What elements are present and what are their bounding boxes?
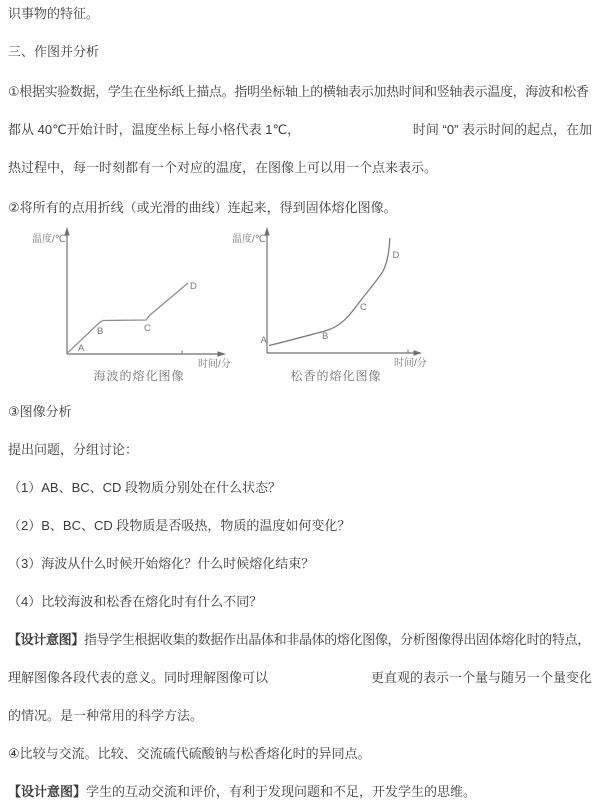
haibo-point-b-label: B bbox=[97, 326, 104, 337]
songxiang-chart-caption: 松香的熔化图像 bbox=[290, 369, 382, 383]
design-intent-2-label: 【设计意图】 bbox=[8, 784, 87, 799]
question-4: （4）比较海波和松香在熔化时有什么不同？ bbox=[8, 594, 263, 609]
question-3: （3）海波从什么时候开始熔化？什么时候熔化结束？ bbox=[8, 556, 315, 571]
section-title: 三、作图并分析 bbox=[8, 44, 100, 59]
haibo-point-c-label: C bbox=[144, 323, 151, 334]
songxiang-x-axis-arrow-icon bbox=[414, 350, 423, 356]
step4-line: ④比较与交流。比较、交流硫代硫酸钠与松香熔化时的异同点。 bbox=[8, 746, 371, 761]
question-1: （1）AB、BC、CD 段物质分别处在什么状态？ bbox=[8, 480, 282, 495]
step1-line3: 热过程中，每一时刻都有一个对应的温度，在图像上可以用一个点来表示。 bbox=[8, 160, 438, 175]
question-2: （2）B、BC、CD 段物质是否吸热，物质的温度如何变化？ bbox=[8, 518, 351, 533]
haibo-point-a-label: A bbox=[78, 343, 85, 354]
step2-line: ②将所有的点用折线（或光滑的曲线）连起来，得到固体熔化图像。 bbox=[8, 200, 397, 215]
design-intent-2-text: 学生的互动交流和评价，有利于发现问题和不足，开发学生的思维。 bbox=[86, 784, 477, 799]
design-intent-1-line3: 的情况。是一种常用的科学方法。 bbox=[8, 708, 204, 723]
design-intent-1-label: 【设计意图】 bbox=[8, 632, 84, 647]
songxiang-melting-chart bbox=[226, 226, 436, 386]
step1-line1: ①根据实验数据，学生在坐标纸上描点。指明坐标轴上的横轴表示加热时间和竖轴表示温度，海波和松香 bbox=[8, 84, 589, 99]
haibo-melting-chart bbox=[28, 226, 238, 386]
songxiang-point-b-label: B bbox=[322, 331, 329, 342]
design-intent-1-line2 bbox=[8, 670, 592, 686]
design-intent-2-line bbox=[8, 784, 476, 800]
haibo-y-axis-label: 温度/℃ bbox=[31, 234, 66, 245]
design-intent-1-line1 bbox=[8, 632, 590, 648]
songxiang-melting-curve bbox=[269, 238, 390, 346]
step1-line2 bbox=[8, 122, 592, 138]
step1-line2-right: 时间 “0” 表示时间的起点，在加 bbox=[412, 122, 592, 137]
step3-title: ③图像分析 bbox=[8, 404, 72, 419]
haibo-chart-caption: 海波的熔化图像 bbox=[93, 369, 185, 383]
discussion-intro: 提出问题，分组讨论： bbox=[8, 442, 139, 457]
step1-line2-left: 都从 40℃开始计时，温度坐标上每小格代表 1℃， bbox=[8, 122, 301, 137]
intro-fragment: 识事物的特征。 bbox=[8, 6, 100, 21]
haibo-point-d-label: D bbox=[190, 281, 197, 292]
design-intent-1-line1-rest: 指导学生根据收集的数据作出晶体和非晶体的熔化图像，分析图像得出固体熔化时的特点， bbox=[83, 632, 590, 647]
songxiang-point-c-label: C bbox=[360, 302, 367, 313]
haibo-x-axis-label: 时间/分 bbox=[198, 359, 231, 370]
songxiang-x-axis-label: 时间/分 bbox=[394, 358, 427, 369]
songxiang-y-axis-label: 温度/℃ bbox=[231, 234, 266, 245]
songxiang-point-a-label: A bbox=[260, 335, 267, 346]
haibo-melting-curve bbox=[68, 283, 188, 353]
haibo-x-axis-arrow-icon bbox=[218, 351, 227, 357]
design-intent-1-line2-left: 理解图像各段代表的意义。同时理解图像可以 bbox=[8, 670, 269, 685]
songxiang-point-d-label: D bbox=[392, 250, 400, 261]
design-intent-1-line2-right: 更直观的表示一个量与随另一个量变化 bbox=[370, 670, 592, 685]
